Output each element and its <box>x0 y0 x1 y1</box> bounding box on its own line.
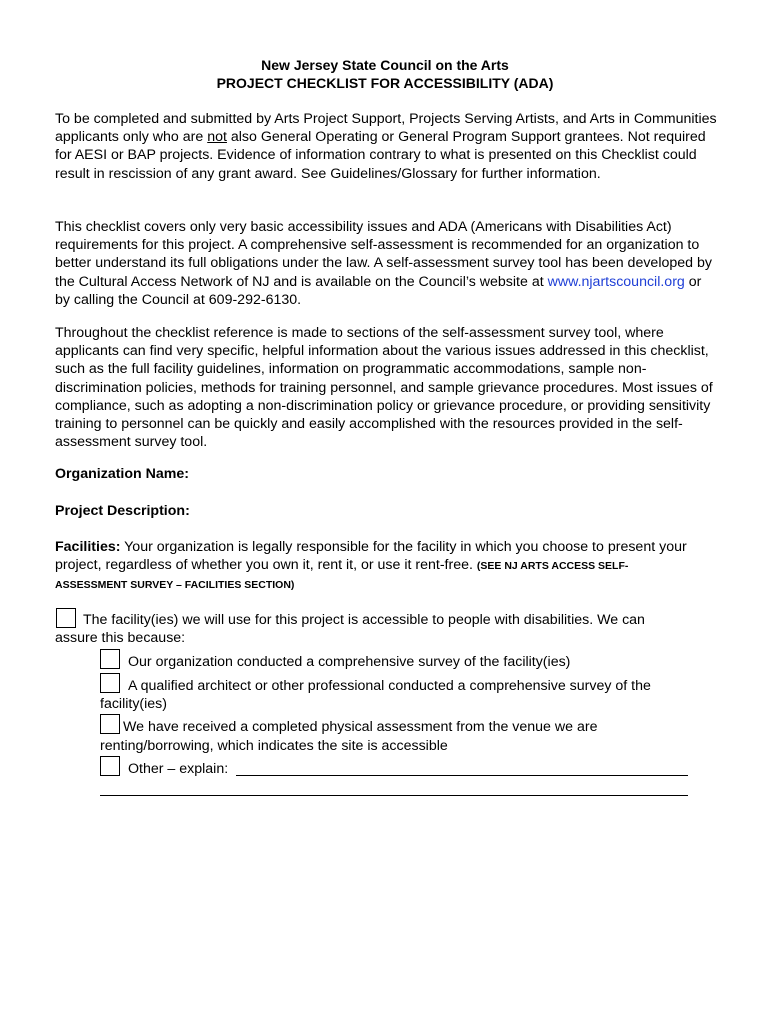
other-explain-line-2[interactable] <box>100 795 688 796</box>
facilities-reference: (SEE NJ ARTS ACCESS SELF- <box>476 560 629 573</box>
option-survey-label: Our organization conducted a comprehensive survey of the facility(ies) <box>128 654 571 670</box>
accessible-statement: The facility(ies) we will use for this project is accessible to people with disabilities. We can <box>83 612 645 628</box>
option-venue-label: We have received a completed physical assessment from the venue we are <box>123 719 598 735</box>
option-architect-label-cont: facility(ies) <box>100 696 168 712</box>
option-venue-label-cont: renting/borrowing, which indicates the site is accessible <box>100 738 448 754</box>
organization-name-label: Organization Name: <box>55 466 190 482</box>
option-venue-checkbox[interactable] <box>100 714 120 734</box>
option-architect-label: A qualified architect or other professional conducted a comprehensive survey of the <box>128 678 651 694</box>
accessible-statement-cont: assure this because: <box>55 630 186 646</box>
option-other-checkbox[interactable] <box>100 756 120 776</box>
option-survey-checkbox[interactable] <box>100 649 120 669</box>
project-description-label: Project Description: <box>55 503 190 519</box>
facilities-reference-cont: ASSESSMENT SURVEY – FACILITIES SECTION) <box>55 579 295 592</box>
intro-paragraph-3: Throughout the checklist reference is made to sections of the self-assessment survey tool, where applicants can find very specific, helpful information about the various issues addressed in this checklist, such as the full facility guidelines, information on programmatic accommodations, sample non-discrimination policies, methods for training personnel, and sample grievance procedures. Most issues of compliance, such as adopting a non-discrimination policy or grievance procedure, or providing sensitivity training to personnel can be quickly and easily accomplished with the resources provided in the self-assessment survey tool. <box>55 325 713 451</box>
facilities-paragraph: Facilities: Your organization is legally responsible for the facility in which you choose to present your project, regardless of whether you own it, rent it, or use it rent-free. (SEE NJ ARTS ACCESS SELF- ASSESSMENT SURVEY – FACILITIES SECTION) <box>55 539 687 592</box>
option-other-label: Other – explain: <box>128 761 229 777</box>
council-name: New Jersey State Council on the Arts <box>261 57 509 73</box>
accessible-checkbox[interactable] <box>56 608 76 628</box>
document-title: PROJECT CHECKLIST FOR ACCESSIBILITY (ADA) <box>216 75 554 91</box>
option-architect-checkbox[interactable] <box>100 673 120 693</box>
intro-paragraph-1: To be completed and submitted by Arts Project Support, Projects Serving Artists, and Arts in Communities applicants only who are not also General Operating or General Program Support grantees. Not required for AESI or BAP projects. Evidence of information contrary to what is presented on this Checklist could result in rescission of any grant award. See Guidelines/Glossary for further information. <box>55 111 717 182</box>
other-explain-line-1[interactable] <box>236 775 688 776</box>
intro-paragraph-2: This checklist covers only very basic accessibility issues and ADA (Americans with Disabilities Act) requirements for this project. A comprehensive self-assessment is recommended for an organization to better understand its full obligations under the law. A self-assessment survey tool has been developed by the Cultural Access Network of NJ and is available on the Council’s website at www.njartscouncil.org or by calling the Council at 609-292-6130. <box>55 219 712 308</box>
council-website-link[interactable]: www.njartscouncil.org <box>547 273 685 290</box>
not-emphasis: not <box>207 129 227 146</box>
facilities-label: Facilities: <box>55 539 121 555</box>
